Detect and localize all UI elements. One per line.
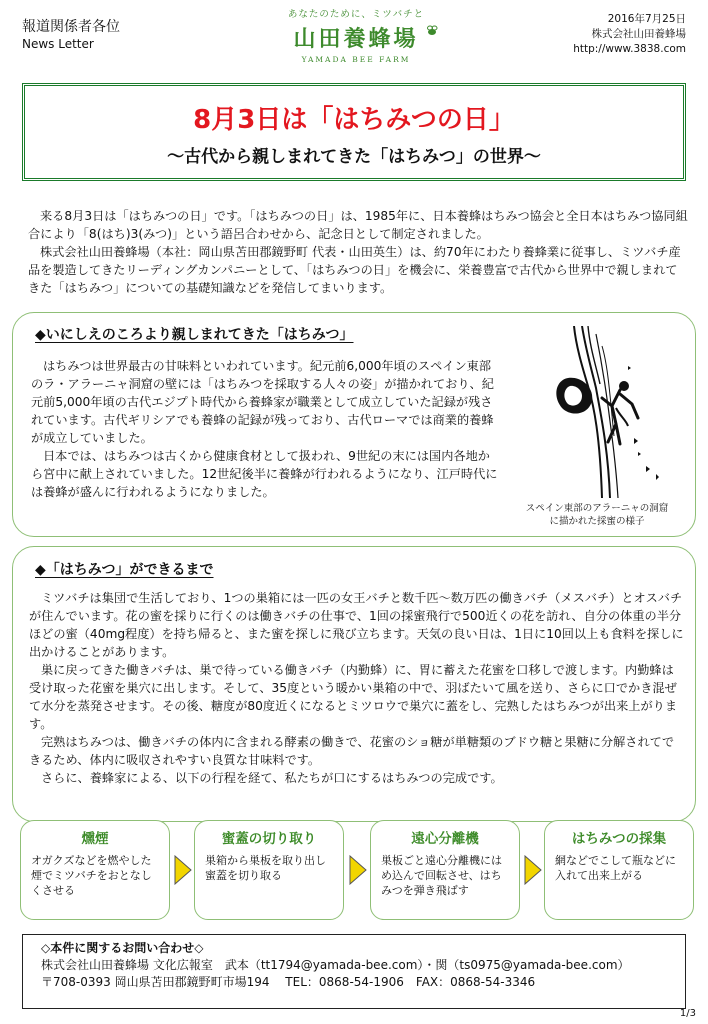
process-paragraph-3: 完熟はちみつは、働きバチの体内に含まれる酵素の働きで、花蜜のショ糖が単糖類のブドウ糖と果糖に分解されてできるため、体内に吸収されやすい良質な甘味料です。: [29, 735, 675, 767]
intro-text: [28, 207, 688, 297]
step-title: はちみつの採集: [571, 831, 667, 847]
header-info: [573, 12, 686, 57]
section-history: [12, 312, 696, 537]
cave-painting-caption: [509, 502, 685, 528]
contact-box: [22, 934, 686, 1009]
logo-name: 山田養蜂場: [293, 26, 419, 52]
page-title: 8月3日は「はちみつの日」: [193, 105, 515, 135]
step-title: 燻煙: [81, 831, 109, 847]
logo-english: YAMADA BEE FARM: [301, 55, 411, 64]
process-paragraph-4: さらに、養蜂家による、以下の行程を経て、私たちが口にするはちみつの完成です。: [41, 771, 503, 785]
company-logo: [268, 6, 444, 64]
step-smoke: [20, 820, 170, 920]
arrow-right-icon: [349, 855, 367, 885]
section-history-heading: ◆いにしえのころより親しまれてきた「はちみつ」: [35, 327, 354, 343]
section-history-body: [31, 357, 499, 501]
contact-line-2: 〒708-0393 岡山県苫田郡鏡野町市場194 TEL：0868-54-1906 FAX：0868-54-3346: [41, 975, 536, 989]
company-name: 株式会社山田養蜂場: [591, 28, 686, 40]
addressee: 報道関係者各位: [22, 19, 120, 35]
step-description: オガクズなどを燃やした煙でミツバチをおとなしくさせる: [31, 854, 152, 897]
company-url[interactable]: http://www.3838.com: [573, 43, 686, 55]
arrow-right-icon: [174, 855, 192, 885]
contact-line-1: 株式会社山田養蜂場 文化広報室 武本（tt1794@yamada-bee.com）・関（ts0975@yamada-bee.com）: [41, 958, 630, 972]
step-title: 蜜蓋の切り取り: [221, 831, 317, 847]
newsletter-label: News Letter: [22, 37, 94, 51]
intro-paragraph-2: 株式会社山田養蜂場（本社：岡山県苫田郡鏡野町 代表・山田英生）は、約70年にわたり養蜂業に従事し、ミツバチ産品を製造してきたリーディングカンパニーとして、「はちみつの日」を機会に、栄養豊富で古代から世界中で親しまれてきた「はちみつ」についての基礎知識などを発信してまいります。: [28, 245, 681, 295]
cave-painting-image: [516, 326, 678, 498]
page-subtitle: ～古代から親しまれてきた「はちみつ」の世界～: [167, 147, 541, 167]
history-paragraph-1: はちみつは世界最古の甘味料といわれています。紀元前6,000年頃のスペイン東部のラ・アラーニャ洞窟の壁には「はちみつを採取する人々の姿」が描かれており、紀元前5,000年頃の古代エジプト時代から養蜂家が職業として成立していた記録が残されています。古代ギリシアでも養蜂の記録が残っており、古代ローマでは商業的養蜂が成立していました。: [31, 359, 494, 445]
caption-line-2: に描かれた採蜜の様子: [549, 516, 645, 527]
step-collect: [544, 820, 694, 920]
arrow-right-icon: [524, 855, 542, 885]
release-date: 2016年7月25日: [607, 13, 686, 25]
logo-tagline: あなたのために、ミツバチと: [287, 9, 425, 20]
bee-icon: [424, 23, 440, 39]
step-uncap: [194, 820, 344, 920]
step-description: 網などでこして瓶などに入れて出来上がる: [555, 854, 676, 882]
page-number: 1/3: [679, 1008, 696, 1019]
section-process-body: [29, 589, 685, 787]
section-process-heading: ◆「はちみつ」ができるまで: [35, 562, 214, 578]
step-title: 遠心分離機: [411, 831, 479, 847]
section-process: [12, 546, 696, 822]
step-description: 巣箱から巣板を取り出し蜜蓋を切り取る: [205, 854, 326, 882]
step-description: 巣板ごと遠心分離機にはめ込んで回転させ、はちみつを弾き飛ばす: [381, 854, 502, 897]
step-centrifuge: [370, 820, 520, 920]
process-paragraph-1: ミツバチは集団で生活しており、1つの巣箱には一匹の女王バチと数千匹～数万匹の働きバチ（メスバチ）とオスバチが住んでいます。花の蜜を採りに行くのは働きバチの仕事で、1回の採蜜飛行で500近くの花を訪れ、自分の体重の半分ほどの蜜（40mg程度）を持ち帰ると、また蜜を探しに飛び立ちます。天気の良い日は、1日に10回以上も食料を探しに出かけることがあります。: [29, 591, 684, 659]
title-box: [22, 83, 686, 181]
intro-paragraph-1: 来る8月3日は「はちみつの日」です。「はちみつの日」は、1985年に、日本養蜂はちみつ協会と全日本はちみつ協同組合により「8(はち)3(みつ)」という語呂合わせから、記念日として制定されました。: [28, 209, 688, 241]
caption-line-1: スペイン東部のアラーニャの洞窟: [525, 503, 669, 514]
history-paragraph-2: 日本では、はちみつは古くから健康食材として扱われ、9世紀の末には国内各地から宮中に献上されていました。12世紀後半に養蜂が行われるようになり、江戸時代には養蜂が盛んに行われるようになりました。: [31, 449, 498, 499]
contact-heading: ◇本件に関するお問い合わせ◇: [41, 941, 204, 955]
process-paragraph-2: 巣に戻ってきた働きバチは、巣で待っている働きバチ（内勤蜂）に、胃に蓄えた花蜜を口移しで渡します。内勤蜂は受け取った花蜜を巣穴に出します。そして、35度という暖かい巣箱の中で、羽ばたいて風を送り、さらに口でかき混ぜて水分を蒸発させます。その後、糖度が80度近くになるとミツロウで巣穴に蓋をし、完熟したはちみつが出来上がります。: [29, 663, 678, 731]
